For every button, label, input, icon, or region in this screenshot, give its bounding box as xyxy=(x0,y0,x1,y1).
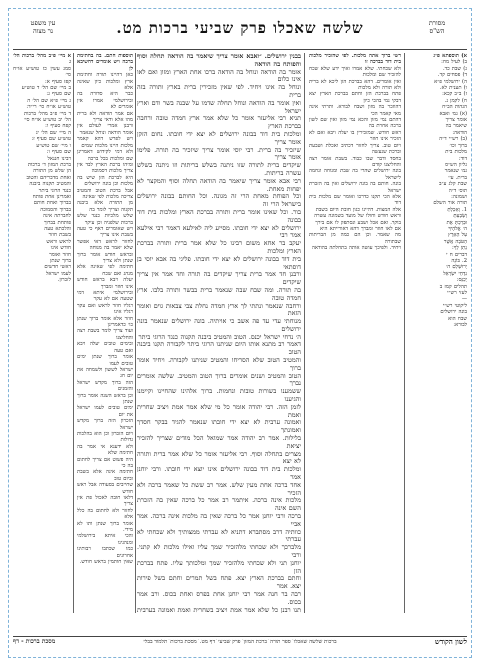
left-note-line: כנגד הרוגי ביתר xyxy=(38,187,71,194)
gemara-line: ונוחל בה אינו ויחיד. לפי שאין מזכירין ברית בארץ ותורה בזה ברית xyxy=(137,83,301,99)
talmud-page xyxy=(8,8,472,658)
gemara-line: ומלכות בית דוד בבונה ירושלים לא יצא ידי חובתו. נחום הזקן אומר צריך xyxy=(137,129,301,146)
left-note-line: שם סעיף ג: xyxy=(46,91,71,98)
masoret-label: מסורת הש"ס xyxy=(428,19,446,35)
gemara-line: מלכות אינה ברכה. איתמר רב אמר כל ברכה שאין בה הזכרת השם אינה xyxy=(137,496,301,513)
footer-right-label: לשון הקודש xyxy=(434,637,467,646)
tosafot-line: ויש לפרש דהא קאמר מלכות היינו מלכות שמים xyxy=(77,136,133,149)
left-note-line: סמג עשין כז טוש״ע או״ח סי׳ xyxy=(13,65,71,79)
left-note-line: חודש אינו xyxy=(50,245,71,252)
left-note-line: בברוך ואחת חותם xyxy=(33,200,71,207)
gemara-line: דאמר רב מתנא אותו היום שניתנו הרוגי ביתר לקבורה תקנו ביבנה הטוב xyxy=(137,340,301,357)
right-note-line: ברוך וכו׳ xyxy=(449,142,467,149)
right-note-line: שיאמר בה xyxy=(445,123,467,130)
rashi-line: בונה ירושלים שהרי בה שבת ומנוחה ונחמה לישראל xyxy=(309,168,401,181)
left-note-line: הן שלש מן התורה xyxy=(33,168,71,175)
tosafot-line: ולא דמי לקידוש דאמרינן שם ומלכות בכל ברכה xyxy=(77,149,133,162)
right-note-line: ו) תענית לא. xyxy=(439,85,467,92)
left-note-line: ה מיי׳ שם הל׳ יג xyxy=(35,129,71,136)
right-note-line: ברית. עי׳ xyxy=(448,174,467,181)
left-note-line: ברכת המזון ד׳ ברכות xyxy=(27,161,71,168)
ein-mishpat-label: עין משפט נר מצוה xyxy=(30,19,56,35)
gemara-line: וכל הפוחת מאחת הרי זה מגונה. וכל החותם בבונה ירושלים בישראל הרי זה xyxy=(137,192,301,209)
left-note-line: ואחת מדבריהם והטוב xyxy=(26,174,71,181)
page-footer xyxy=(13,636,467,651)
right-note-line: לעזי רש״י xyxy=(447,290,467,297)
right-note-line: ושמונה: xyxy=(451,193,467,200)
gemara-line: רבה בר חנה אמר רבי יוחנן אחת בפרס ואחת בכוס. ורב אמר בכוס. xyxy=(137,589,301,606)
gemara-line: יוחנן תני ולא שכחתי מלהזכיר שמך ומלכותך עליו. פתח בברכת הזן xyxy=(137,558,301,575)
rashi-line: אם לאו חוזר ומברך דהא דאורייתא היא xyxy=(319,225,401,232)
tosafot-line: יעלה ויבא בראש חודש אינו חוזר ומברך xyxy=(77,277,133,290)
gemara-line: שיזכיר בה ברית. רבי יוסי אומר צריך שיזכיר בה תורה. פלימו אומר צריך xyxy=(137,145,301,162)
gemara-line: אומר בה הודאה ונוחל בה הודאה ברכו אחת הארץ ומזון ואם לאו אינו כלום xyxy=(137,67,301,84)
page-header xyxy=(9,19,471,47)
right-note-line: שבח הוא xyxy=(448,315,467,322)
gemara-line: מלברכך ולא שכחתי מלהזכיר שמך עליו ואילו מלכות לא קתני. ורבי xyxy=(137,543,301,559)
tosafot-divider xyxy=(135,53,136,613)
right-note-line: וּבֵרַכְתָּ אֶת xyxy=(446,219,467,226)
rashi-line: רשי ברוך אתה מלכות. לפי שהזכיר מלכות בית דוד בברכה זו xyxy=(309,53,401,66)
left-note-line: לחברתה אינה xyxy=(43,213,71,220)
right-note-line: (א) גמ׳ ואבא xyxy=(439,110,467,117)
rashi-line: ראש חודש. שמזכירין בו יעלה ויבא ואם לא הזכיר אינו חוזר xyxy=(309,129,401,143)
right-note-line: — xyxy=(461,296,467,303)
tosafot-line: והכי איתא בירושלמי ומנהגינו xyxy=(77,533,133,546)
tosafot-line: אומר ברוך שנתן ימים טובים לעמו xyxy=(77,354,133,367)
right-note-line: ב) לעיל מח: xyxy=(441,59,467,66)
rashi-divider xyxy=(304,53,305,613)
tosafot-line: לחזור ולא לחתום בה כלל אלא xyxy=(77,507,133,521)
left-note-line: חוזר ואומר xyxy=(49,251,71,258)
header-divider xyxy=(13,49,467,50)
gemara-line: ומלכות בית דוד בבונה ירושלים אינו יוצא ידי חובתו. ורבי יוחנן אמר xyxy=(137,465,301,482)
right-note-line: ה׳ אֱלֹהֶיךָ xyxy=(448,225,467,232)
right-note-line: גמ׳ שנאמר xyxy=(444,168,467,175)
left-note-line: ד מיי׳ פ״ב מהל׳ ברכות xyxy=(23,110,71,117)
rashi-line: וראש חודש וחולו של מועד בשמונה עשרה xyxy=(314,213,401,220)
left-note-line: ב מיי׳ שם הל׳ ד טוש״ע xyxy=(21,85,71,92)
right-note-line: תהלים קמז ב xyxy=(439,283,467,290)
tosafot-line: ויום הזכרון וכן הוא בהלכות גדולות xyxy=(77,430,133,444)
right-margin-notes xyxy=(409,53,467,613)
right-note-line: אומר צריך xyxy=(445,117,467,124)
gemara-line: ה׳ נדחי ישראל יכנס. הטוב והמטיב ביבנה תקנוה כנגד הרוגי ביתר xyxy=(138,332,301,341)
tosafot-line: תוספות חתם. בה בחתימת ברכה ויש אומרים דחשיבא לן xyxy=(77,53,133,72)
gemara-line: מנוחתי עדי עד פה אשב כי אויתיה. בונה ירושלים שנאמר בונה ירושלים xyxy=(137,317,301,333)
gemara-line: בבנין ירושלים. ״ואבא אומר צריך שיאמר בה הודאה תחלה וסוף והפותח בה הודאה xyxy=(137,53,301,68)
rashi-line: ויחיד. ולפיכך עושה אותה בתחלתה בהודאה xyxy=(311,245,401,252)
gemara-line: ואין אומר בה הודאה ונוחל תחלה שדמו על שבנה בשר ודם וארץ ישראל xyxy=(137,98,301,115)
right-note-line: (ב) רש״י ד״ה xyxy=(439,136,467,143)
right-note-line: הגהות הב״ח xyxy=(442,104,467,111)
right-note-line: תורה אור השלם xyxy=(433,200,467,207)
tosafot-line: שחייבים בסעודה אבל ראש חודש xyxy=(77,482,133,495)
rashi-line: אלה המצות. דהיינו כגון חובת היום בשבת xyxy=(315,206,401,213)
rashi-line: ולא שכחתי. שלא אמרו ואיך ידע שלא שכח להזכיר שם ומלכות xyxy=(309,65,401,79)
tosafot-line: ישראל לששון ולשמחה את יום חג xyxy=(77,366,133,380)
tosafot-line: אומר ברוך שנתן ותו לא מידי. xyxy=(77,520,133,534)
right-note-line: עַל הָאָרֶץ xyxy=(448,232,467,239)
right-note-line: ח) לקמן נ. xyxy=(444,97,467,104)
left-note-line: שם סעיף ו: xyxy=(46,149,71,156)
tosafot-line: כבר היא סדורה בה ובירושלמי אמרו אין אומרים לא xyxy=(77,91,133,111)
right-note-line: א) תוספתא פ״ג xyxy=(433,53,467,59)
tosafot-line: שאין חותמין בראש חודש. xyxy=(79,559,133,566)
left-note-line: טוש״ע או״ח סי׳ רי״ד: xyxy=(26,104,71,111)
left-note-line: ראשי חדשים xyxy=(44,264,71,271)
left-note-line: קפז סעיף א: xyxy=(44,78,71,85)
gemara-line: יעקב בר אחא משום רבינו כל שלא אמר ברית ותורה בברכת הארץ ומלכות xyxy=(137,239,301,255)
gemara-text xyxy=(137,53,301,613)
right-note-line: ליקוטי רש״י xyxy=(442,302,467,309)
left-note-line: פותחת בברוך xyxy=(43,219,71,226)
tosafot-line: שלש מלכיות כנגד שלש ברכות שלפניה וכן עיקר xyxy=(77,213,133,226)
gemara-line: אחד ברכה אחת מעין שלש. אמר רב ששת כל שאמר ברכה ולא הזכיר xyxy=(137,480,301,497)
gemara-line: ואמונה ערבית לא יצא ידי חובתו שנאמר להגיד בבקר חסדך ואמונתך xyxy=(137,418,301,435)
footer-index: ברכות שלשה שאכלו ֹ ספר תורה ֹ ברכת המזון ֹ פרק שביעי ֹ דף מט. ֹ מסכת ברכות ֹ תלמוד בבלי xyxy=(143,639,337,645)
left-note-line: לעמו ישראל xyxy=(45,270,71,277)
rashi-line: דהתם נמי מזון והכא נמי מזון ואין שם לשון ברכה אחרת בה xyxy=(309,117,401,130)
gemara-line: ברכה ורבי יוחנן אמר כל ברכה שאין בה מלכות אינה ברכה. אמר אביי xyxy=(137,512,301,528)
tosafot-line: ויש שאומרים דאף כי טעה בשבת אינו צריך xyxy=(77,225,133,239)
right-note-line: ד) פסחים קד. xyxy=(437,72,467,79)
right-note-line: מלכות בית xyxy=(445,149,467,156)
tosafot-line: אם אמר הודאה ולא ברית מהו אלא ודאי צריך xyxy=(77,110,133,124)
right-note-line: ז) ב״ב קכא: xyxy=(442,91,467,98)
tosafot-line: חתימה אינה אלא בשבת וביום טוב xyxy=(77,469,133,482)
gemara-line: בית דוד בבונה ירושלים לא יצא ידי חובתו. פליגי בה אבא יוסי בן דוסתאי xyxy=(137,254,301,271)
left-note-line: ברוך שנתן xyxy=(50,258,71,264)
right-note-line: הַטֹּבָה אֲשֶׁר xyxy=(443,238,467,245)
tosafot-line: הזכרון הזה ברוך מקדש ישראל xyxy=(77,418,133,431)
tosafot-line: ועוד צריך לומר בשבת רצה והחליצנו xyxy=(77,328,133,341)
right-note-line: יְכַנֵּס: xyxy=(456,277,467,284)
right-note-line: ה) ירושלמי פ״א xyxy=(434,78,467,85)
tosafot-line: הזה ברוך מקדש ישראל והזמנים xyxy=(77,379,133,393)
tosafot-line: חוזר אלא אומר ברוך שנתן כו׳ כדאמרינן xyxy=(77,315,133,329)
left-note-line: ג מיי׳ פ״א שם הל׳ ה xyxy=(27,97,71,104)
right-note-line: נָתַן לָךְ: xyxy=(451,245,467,252)
tosafot-line: חתימה לפי שאינה אלא מנהג ואם שכח xyxy=(77,264,133,277)
tosafot-line: אבל ברכת הטוב והמטיב צריכה מלכות לפי שאינה xyxy=(77,187,133,200)
right-note-line: גליון הש״ס xyxy=(445,161,467,168)
right-note-line: לבורא: xyxy=(453,322,467,329)
rashi-line: בונה. חותם בה בונה ירושלים ואין בה הזכרת ישראל xyxy=(309,181,401,194)
gemara-line: רבי אבא אומר צריך שיאמר בה הודאה תחלה וסוף והמקצר לא יפחות מאחת. xyxy=(137,176,301,193)
gemara-line: ורחבה שנאמר ונתתי לך ארץ חמדה נחלת צבי צבאות גוים ואומר הזאת xyxy=(137,301,301,318)
left-note-line: והלכתא טעה xyxy=(44,225,71,232)
right-note-line: נִדְחֵי יִשְׂרָאֵל xyxy=(443,270,467,277)
rashi-line: פתח בברכת הזן וחתם בברכת הארץ יצא דבקי נמי בהכי כיון xyxy=(309,91,401,104)
gemara-line: בה תורה. ומה שבח שבה שנאמר ברית בבשר ותורה בלבו. ארץ חמדה טובה xyxy=(137,285,301,302)
tosafot-line: ובראש חודש אומר ברוך שנתן ולא צריך xyxy=(77,251,133,264)
tosafot-line: היה פשוט אם צריך לחתום בה כי xyxy=(77,456,133,469)
gemara-line: ששמענו בשורות טובות ונחמות. ברוך אלהינו שהחיינו וקיימנו והגיענו xyxy=(137,387,301,404)
left-note-line: קפח סעיף ו: xyxy=(45,123,71,130)
right-note-line: דוד: xyxy=(458,155,467,162)
tosafot-line: ובירושלמי איתא דמי שטעה אם לא עקר xyxy=(77,290,133,303)
tosafot-line: ומיהו ברכת הארץ לבד אין צריך מלכות דסמוכה xyxy=(77,161,133,175)
tosafot-line: כמו שכתבו רבותינו אחרונים xyxy=(77,546,133,559)
left-note-line: והמטיב תקנוה ביבנה xyxy=(29,181,71,188)
tosafot-line: וכן בראש השנה אומר ברוך שנתן xyxy=(77,392,133,405)
left-note-line: הל׳ יב טוש״ע או״ח סי׳ xyxy=(23,117,71,124)
tosafot-line: ובימים טובים יעלה ויבא ואם טעה xyxy=(77,341,133,354)
gemara-line: ורבנן חד אמר ברית צריך שיקדים בה תורה וחד אמר אין צריך שיקדים xyxy=(137,270,301,287)
right-note-line: תוס׳ ד״ה xyxy=(448,187,467,194)
right-margin-divider xyxy=(404,53,405,613)
gemara-line: לזמן הזה. רבי יהודה אומר כל מי שלא אמר אמת ויציב שחרית ואמת xyxy=(137,402,301,419)
rashi-line: ואין אומרים. דהא בברכת הזן ליכא לא ברית ולא תורה ולא מלכות xyxy=(309,78,401,92)
tosafot-line: ימים טובים לעמו ישראל את יום xyxy=(77,405,133,418)
tosafot-line: לחזור לראש דאי אפשר שלא יאמר בה מנוחה xyxy=(77,238,133,252)
page-title: שלשה שאכלו פרק שביעי ברכות מט. xyxy=(116,19,364,37)
tosafot-commentary xyxy=(77,53,133,613)
rashi-commentary xyxy=(309,53,401,613)
gemara-line: תנו רבנן כל שלא אמר אמת ויציב בשחרית ואמת ואמונה בערבית xyxy=(137,605,301,613)
gemara-line: וחתם בברכת הארץ יצא. פתח בשל תמרים וחתם בשל פירות יצא. אמר xyxy=(137,574,301,591)
tosafot-line: מן התורה אלא ביבנה תקנוה וצריך לומר בה xyxy=(77,200,133,213)
rashi-line: ויום טוב. צריך לחזור דכתיב ואכלת ושבעת וברכת שנעשה xyxy=(309,142,401,156)
right-note-line: דברים ח י xyxy=(446,251,467,258)
gemara-line: מצרים בתחלה וסוף. רבי אליעזר אומר כל שלא אמר ברית ותורה לא יצא xyxy=(137,449,301,466)
right-note-line: בונה ירושלים xyxy=(440,309,467,316)
rashi-line: בחסד ודבר שבו כבוד. בשבת אומר רצה והחליצנו קודם xyxy=(309,155,401,168)
right-note-line: יְרוּשָׁלַםִ ה׳ xyxy=(446,264,467,271)
left-note-line: רבינו חננאל xyxy=(47,155,71,162)
right-note-line: הודאה: xyxy=(452,129,467,136)
tosafot-line: דלאו חובה לאכול פת אין צריך xyxy=(77,495,133,508)
gemara-line: כוותיה דרב מסתברא דתניא לא עברתי ממצותיך ולא שכחתי לא עברתי xyxy=(137,527,301,544)
tosafot-line: ולא ידענא אי אמר בה חתימה שלא xyxy=(77,443,133,457)
right-note-line: שבת קלג ע״ב xyxy=(439,181,467,188)
gemara-line: בור. וכל שאינו אומר ברית ותורה בברכת הארץ ומלכות בית דוד בבונה xyxy=(137,207,301,224)
gemara-line: ירושלים לא יצא ידי חובתו. מסייע ליה לאילעא דאמר רבי אילעא אמר רבי xyxy=(137,223,301,240)
tosafot-line: כאן דהיינו תורה וחתימת ארץ ומלכות כיון שאינה אלא xyxy=(77,72,133,92)
right-note-line: 1. וְאָכַלְתָּ xyxy=(447,206,467,213)
rashi-line: אלא הכי תקנו כדרכו ואומר שם מלכות בית דוד xyxy=(309,193,401,207)
gemara-line: הטוב והמטיב ושנים אומרים ברוך הטוב והמטיב. שלשה אומרים נברך xyxy=(137,371,301,388)
gemara-line: בלילות. אמר רב יהודה אמר שמואל הכל מודים שצריך להזכיר יציאת xyxy=(137,434,301,450)
tosafot-line: רגליו חוזר לראש ואם עקר רגליו אינו xyxy=(77,302,133,316)
gemara-line: והמטיב הטוב שלא הסריחו והמטיב שניתנו לקבורה. ויחיד אומר ברוך xyxy=(137,356,301,372)
left-note-line: ו מיי׳ שם טוש״ע xyxy=(36,142,71,149)
rashi-line: מה שאמר. וכן הם כמה מן הבריתות שבתורה xyxy=(309,232,401,245)
left-note-line: טוש״ע שם סעיף ז: xyxy=(31,136,71,143)
left-note-line: בשבת חוזר xyxy=(48,232,71,239)
left-margin-notes xyxy=(13,53,71,613)
tosafot-line: ורבנן אמרי לעולם אין אומר הודאה ונוחל שנאמר xyxy=(77,123,133,136)
rashi-line: בוקר. ואם אכל ושבע ונסתפק לו אם בירך xyxy=(315,219,401,226)
footer-left-label: מסכת ברכות - דף xyxy=(13,638,56,645)
right-note-line: ג) שבת כד. xyxy=(442,65,467,72)
left-note-line: בברוך והסמוכה xyxy=(40,206,71,213)
right-note-line: 2. בּוֹנֵה xyxy=(451,258,467,264)
left-note-line: ואמרינן אחת פותח xyxy=(32,193,71,200)
left-note-line: לראש וראש xyxy=(46,238,71,245)
left-margin-divider xyxy=(73,53,74,613)
gemara-line: שיקדים ברית לתורה שזו ניתנה בשלש בריתות וזו ניתנה בשלש עשרה בריתות. xyxy=(137,161,301,177)
rashi-line: דהוזכר בה מזון ושבח לבורא. ותרתי אינה מאי קאמר הכי xyxy=(309,104,401,117)
left-note-line: א מיי׳ פ״ב מהל׳ ברכות הל׳ ג xyxy=(13,53,71,66)
gemara-line: תניא רבי אליעזר אומר כל שלא אמר ארץ חמדה טובה ורחבה בברכת הארץ xyxy=(137,114,301,131)
tosafot-line: היא לברכת הזן שיש בה מלכות וכן בונה ירושלים xyxy=(77,174,133,188)
left-note-line: לזכרון. xyxy=(57,277,71,284)
right-note-line: וְשָׂבָעְתָּ xyxy=(453,213,467,220)
